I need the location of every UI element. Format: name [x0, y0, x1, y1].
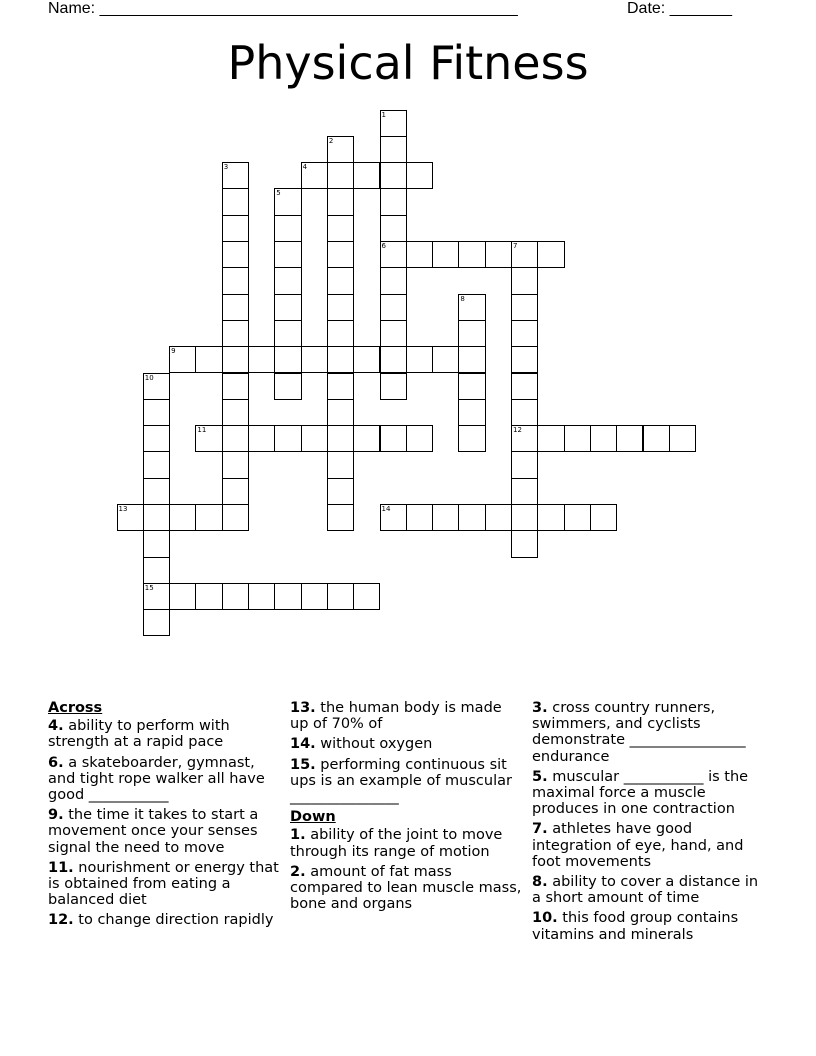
crossword-cell[interactable] [458, 346, 485, 373]
crossword-cell[interactable] [274, 425, 301, 452]
clue-text: nourishment or energy that is obtained from eating a balanced diet [48, 859, 279, 909]
crossword-cell[interactable] [143, 373, 170, 400]
crossword-cell[interactable] [406, 425, 433, 452]
clue-item [532, 821, 764, 870]
crossword-cell[interactable] [327, 294, 354, 321]
clue-number: 7 [513, 242, 518, 250]
clue-text: a skateboarder, gymnast, and tight rope walker all have good ___________ [48, 754, 265, 804]
crossword-cell[interactable] [327, 451, 354, 478]
clue-item [48, 755, 280, 804]
crossword-cell[interactable] [327, 241, 354, 268]
clue-number: 1. [290, 827, 306, 844]
date-field-label: Date: _______ [627, 0, 732, 17]
crossword-cell[interactable] [327, 373, 354, 400]
crossword-cell[interactable] [274, 267, 301, 294]
clue-number: 14 [381, 505, 391, 513]
clues-column-2 [290, 700, 522, 916]
clue-item [532, 700, 764, 765]
clue-item [290, 757, 522, 806]
clue-number: 13. [290, 700, 316, 716]
crossword-cell[interactable] [432, 346, 459, 373]
crossword-cell[interactable] [222, 241, 249, 268]
crossword-cell[interactable] [380, 188, 407, 215]
crossword-cell[interactable] [380, 215, 407, 242]
clue-text: the human body is made up of 70% of [290, 700, 502, 733]
clue-text: this food group contains vitamins and minerals [532, 910, 739, 943]
clue-item [290, 700, 522, 732]
crossword-cell[interactable] [222, 399, 249, 426]
crossword-cell[interactable] [222, 188, 249, 215]
clue-item [532, 769, 764, 818]
crossword-cell[interactable] [143, 530, 170, 557]
crossword-cell[interactable] [669, 425, 696, 452]
clue-item [532, 910, 764, 942]
crossword-cell[interactable] [222, 504, 249, 531]
crossword-cell[interactable] [143, 583, 170, 610]
crossword-cell[interactable] [143, 557, 170, 584]
crossword-cell[interactable] [195, 504, 222, 531]
crossword-cell[interactable] [143, 504, 170, 531]
crossword-cell[interactable] [511, 373, 538, 400]
crossword-cell[interactable] [380, 110, 407, 137]
crossword-cell[interactable] [380, 373, 407, 400]
crossword-cell[interactable] [327, 267, 354, 294]
across-heading: Across [48, 700, 103, 716]
crossword-cell[interactable] [301, 583, 328, 610]
clue-number: 4 [302, 163, 308, 172]
crossword-cell[interactable] [380, 241, 407, 268]
clue-number: 9 [171, 347, 176, 356]
crossword-cell[interactable] [222, 373, 249, 400]
crossword-cell[interactable] [143, 451, 170, 478]
crossword-cell[interactable] [327, 346, 354, 373]
crossword-cell[interactable] [274, 346, 301, 373]
crossword-cell[interactable] [301, 425, 328, 452]
crossword-cell[interactable] [222, 294, 249, 321]
clue-number: 7. [532, 821, 548, 838]
crossword-cell[interactable] [380, 136, 407, 163]
crossword-cell[interactable] [564, 504, 591, 531]
crossword-cell[interactable] [511, 294, 538, 321]
clue-text: muscular ___________ is the maximal force a muscle produces in one contraction [532, 768, 749, 818]
crossword-cell[interactable] [406, 241, 433, 268]
crossword-cell[interactable] [222, 478, 249, 505]
crossword-cell[interactable] [353, 162, 380, 189]
clue-number: 1 [381, 110, 386, 119]
crossword-cell[interactable] [458, 320, 485, 347]
clue-item [48, 718, 280, 750]
crossword-cell[interactable] [458, 504, 485, 531]
clue-item [48, 860, 280, 909]
clue-number: 10. [532, 910, 558, 927]
crossword-cell[interactable] [432, 241, 459, 268]
clue-text: to change direction rapidly [78, 912, 274, 929]
crossword-cell[interactable] [353, 425, 380, 452]
crossword-cell[interactable] [485, 241, 512, 268]
clue-number: 10 [144, 373, 154, 382]
clue-number: 3 [223, 163, 229, 172]
crossword-cell[interactable] [327, 188, 354, 215]
crossword-cell[interactable] [222, 215, 249, 242]
clue-text: amount of fat mass compared to lean muscle mass, bone and organs [290, 863, 522, 913]
crossword-cell[interactable] [511, 320, 538, 347]
crossword-cell[interactable] [406, 162, 433, 189]
crossword-cell[interactable] [590, 425, 617, 452]
crossword-cell[interactable] [380, 346, 407, 373]
crossword-cell[interactable] [511, 241, 538, 268]
crossword-cell[interactable] [169, 346, 196, 373]
clue-number: 8 [460, 294, 465, 303]
clue-item [290, 864, 522, 913]
clue-text: the time it takes to start a movement once your senses signal the need to move [48, 807, 259, 856]
name-field-label: Name: _______________________________________________ [48, 0, 518, 17]
crossword-cell[interactable] [327, 215, 354, 242]
clue-item [290, 736, 522, 752]
clue-number: 14. [290, 736, 316, 753]
crossword-cell[interactable] [327, 320, 354, 347]
crossword-cell[interactable] [274, 241, 301, 268]
crossword-cell[interactable] [458, 425, 485, 452]
crossword-cell[interactable] [643, 425, 670, 452]
clue-number: 5 [276, 189, 281, 198]
crossword-cell[interactable] [222, 583, 249, 610]
clue-number: 15 [144, 583, 154, 592]
down-heading: Down [290, 809, 336, 826]
page-title: Physical Fitness [227, 36, 589, 90]
crossword-cell[interactable] [222, 451, 249, 478]
clue-text: ability of the joint to move through its range of motion [290, 827, 503, 860]
crossword-cell[interactable] [458, 373, 485, 400]
clue-number: 12. [48, 912, 74, 929]
crossword-cell[interactable] [169, 583, 196, 610]
crossword-cell[interactable] [406, 504, 433, 531]
crossword-cell[interactable] [511, 530, 538, 557]
crossword-cell[interactable] [511, 425, 538, 452]
crossword-cell[interactable] [380, 425, 407, 452]
crossword-cell[interactable] [274, 583, 301, 610]
crossword-cell[interactable] [327, 425, 354, 452]
crossword-cell[interactable] [564, 425, 591, 452]
crossword-cell[interactable] [274, 215, 301, 242]
crossword-cell[interactable] [143, 609, 170, 636]
crossword-cell[interactable] [537, 504, 564, 531]
crossword-cell[interactable] [248, 346, 275, 373]
clue-number: 6 [381, 242, 386, 250]
crossword-cell[interactable] [380, 504, 407, 531]
crossword-cell[interactable] [511, 451, 538, 478]
crossword-cell[interactable] [327, 399, 354, 426]
crossword-cell[interactable] [485, 504, 512, 531]
clue-text: ability to cover a distance in a short amount of time [532, 874, 759, 907]
crossword-cell[interactable] [248, 583, 275, 610]
clue-item [532, 874, 764, 906]
crossword-cell[interactable] [380, 267, 407, 294]
crossword-cell[interactable] [353, 583, 380, 610]
crossword-cell[interactable] [274, 294, 301, 321]
clue-text: without oxygen [320, 736, 433, 753]
clue-number: 15. [290, 756, 316, 773]
crossword-cell[interactable] [274, 373, 301, 400]
clue-number: 9. [48, 807, 64, 824]
clue-number: 13 [118, 505, 128, 513]
clue-item [290, 827, 522, 859]
crossword-cell[interactable] [274, 188, 301, 215]
crossword-cell[interactable] [327, 504, 354, 531]
crossword-cell[interactable] [380, 294, 407, 321]
crossword-cell[interactable] [537, 241, 564, 268]
crossword-cell[interactable] [117, 504, 144, 531]
crossword-cell[interactable] [222, 346, 249, 373]
crossword-cell[interactable] [169, 504, 196, 531]
crossword-cell[interactable] [511, 504, 538, 531]
crossword-cell[interactable] [511, 478, 538, 505]
crossword-cell[interactable] [222, 267, 249, 294]
crossword-cell[interactable] [248, 425, 275, 452]
clue-text: ability to perform with strength at a rapid pace [48, 718, 230, 751]
clue-number: 3. [532, 700, 548, 716]
clue-number: 2 [328, 136, 334, 145]
crossword-cell[interactable] [195, 583, 222, 610]
crossword-cell[interactable] [511, 267, 538, 294]
crossword-cell[interactable] [616, 425, 643, 452]
crossword-cell[interactable] [406, 346, 433, 373]
clue-number: 5. [532, 768, 548, 785]
clues-column-3 [532, 700, 764, 947]
crossword-cell[interactable] [432, 504, 459, 531]
crossword-cell[interactable] [380, 320, 407, 347]
crossword-cell[interactable] [143, 425, 170, 452]
crossword-cell[interactable] [458, 294, 485, 321]
crossword-cell[interactable] [353, 346, 380, 373]
crossword-cell[interactable] [458, 241, 485, 268]
crossword-cell[interactable] [301, 346, 328, 373]
clue-number: 2. [290, 863, 306, 880]
crossword-cell[interactable] [274, 320, 301, 347]
crossword-cell[interactable] [327, 583, 354, 610]
crossword-cell[interactable] [327, 162, 354, 189]
clue-number: 8. [532, 874, 548, 891]
crossword-cell[interactable] [143, 478, 170, 505]
crossword-cell[interactable] [327, 136, 354, 163]
crossword-cell[interactable] [222, 162, 249, 189]
clue-number: 11. [48, 859, 74, 876]
clue-text: athletes have good integration of eye, hand, and foot movements [532, 821, 744, 870]
clue-number: 12 [513, 426, 522, 435]
crossword-cell[interactable] [222, 425, 249, 452]
clue-text: performing continuous sit ups is an example of muscular _______________ [290, 756, 512, 806]
clue-item [48, 912, 280, 928]
crossword-cell[interactable] [195, 346, 222, 373]
clue-text: cross country runners, swimmers, and cyclists demonstrate ________________ endurance [532, 700, 746, 765]
clues-column-1 [48, 700, 280, 933]
crossword-cell[interactable] [458, 399, 485, 426]
clue-number: 6. [48, 754, 64, 771]
crossword-cell[interactable] [143, 399, 170, 426]
crossword-cell[interactable] [327, 478, 354, 505]
crossword-cell[interactable] [195, 425, 222, 452]
clue-item [48, 807, 280, 856]
crossword-cell[interactable] [511, 399, 538, 426]
crossword-cell[interactable] [590, 504, 617, 531]
clue-number: 11 [197, 426, 207, 435]
crossword-cell[interactable] [537, 425, 564, 452]
crossword-cell[interactable] [222, 320, 249, 347]
crossword-cell[interactable] [301, 162, 328, 189]
crossword-cell[interactable] [511, 346, 538, 373]
crossword-cell[interactable] [380, 162, 407, 189]
clue-number: 4. [48, 718, 64, 735]
